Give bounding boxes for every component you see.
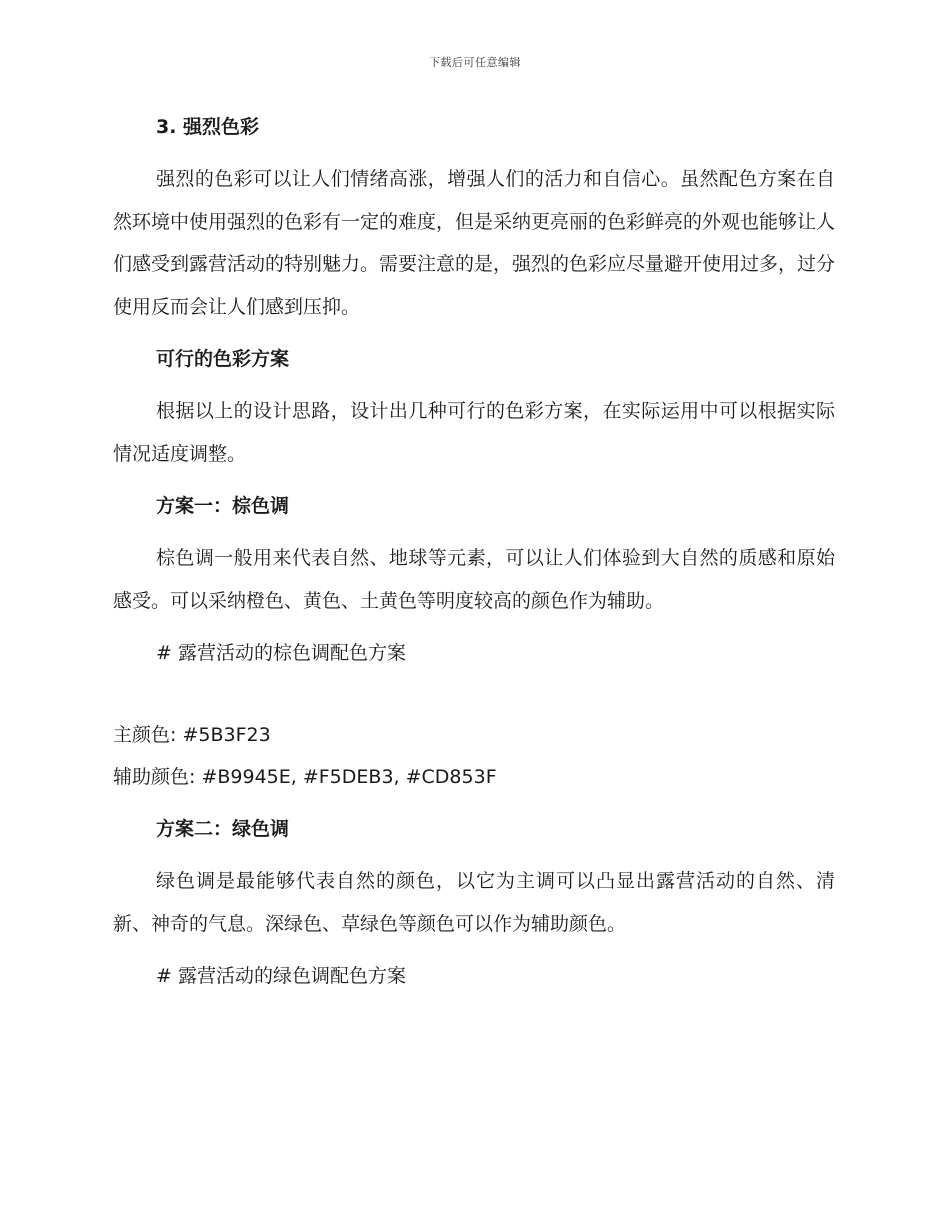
paragraph-strong-colors: 强烈的色彩可以让人们情绪高涨，增强人们的活力和自信心。虽然配色方案在自然环境中使用强烈的色彩有一定的难度，但是采纳更亮丽的色彩鲜亮的外观也能够让人们感受到露营活动的特别魅力。需要注意的是，强烈的色彩应尽量避开使用过多，过分使用反而会让人们感到压抑。 [113,168,836,318]
paragraph-feasible-schemes: 根据以上的设计思路，设计出几种可行的色彩方案，在实际运用中可以根据实际情况适度调整。 [113,400,835,465]
section-heading-strong-colors: 3. 强烈色彩 [156,116,260,138]
plan-two-comment: # 露营活动的绿色调配色方案 [156,965,406,987]
section-heading-feasible-schemes: 可行的色彩方案 [156,348,290,370]
paragraph-plan-one: 棕色调一般用来代表自然、地球等元素，可以让人们体验到大自然的质感和原始感受。可以采纳橙色、黄色、土黄色等明度较高的颜色作为辅助。 [113,547,835,612]
section-heading-plan-one: 方案一：棕色调 [156,495,290,517]
plan-one-comment: # 露营活动的棕色调配色方案 [156,642,406,664]
paragraph-plan-two: 绿色调是最能够代表自然的颜色，以它为主调可以凸显出露营活动的自然、清新、神奇的气息。深绿色、草绿色等颜色可以作为辅助颜色。 [113,870,835,935]
plan-one-primary-color: 主颜色: #5B3F23 [113,724,271,746]
document-body [113,110,835,993]
plan-one-secondary-colors: 辅助颜色: #B9945E, #F5DEB3, #CD853F [113,766,497,788]
section-heading-plan-two: 方案二：绿色调 [156,818,290,840]
page-header: 下载后可任意编辑 [429,56,521,69]
